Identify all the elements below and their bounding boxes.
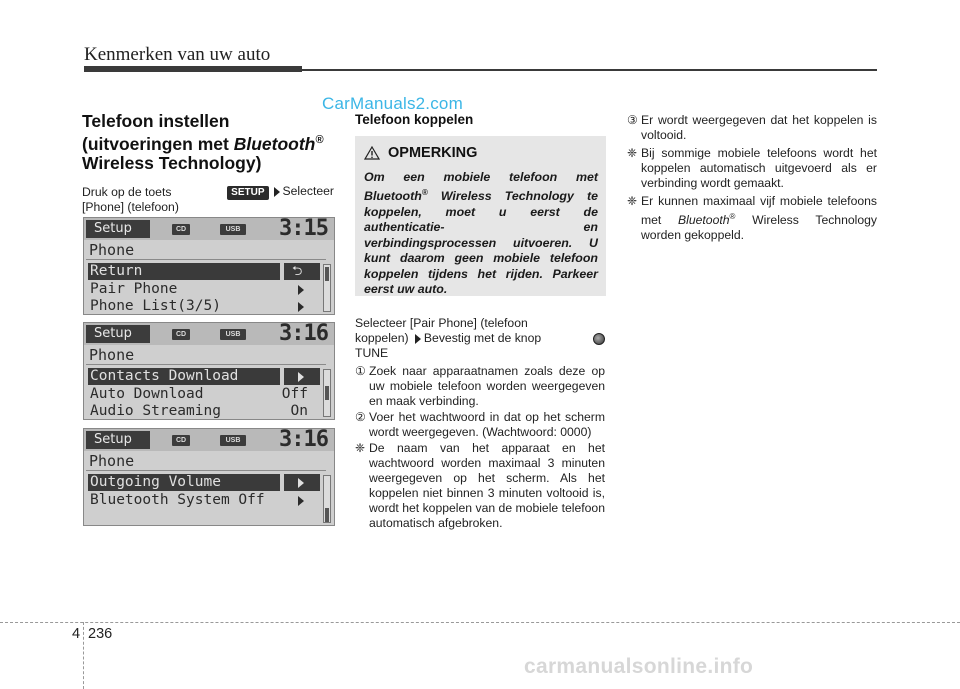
- note-1: [627, 146, 877, 191]
- heading-prefix: (uitvoeringen met: [82, 133, 234, 154]
- step-2-marker: ②: [355, 410, 366, 424]
- select-line-2a: koppelen): [355, 331, 409, 345]
- note-1-marker: ❈: [627, 146, 638, 160]
- note-box: [355, 136, 606, 296]
- heading-brand: Bluetooth: [233, 133, 316, 154]
- menu-item-auto-download[interactable]: [88, 386, 320, 403]
- phone-screen-3: [83, 428, 335, 526]
- heading-line-1: Telefoon instellen: [82, 111, 230, 131]
- chevron-right-icon: [298, 302, 304, 312]
- arrow-right-icon: [415, 334, 421, 344]
- note-2-marker: ❈: [627, 194, 638, 208]
- menu-item-pair-phone[interactable]: Pair Phone: [90, 281, 178, 297]
- footer-rule: [0, 622, 960, 623]
- pairing-steps: [355, 364, 605, 531]
- note-text: [364, 170, 598, 297]
- note-2-text-b: Wireless Technology worden gekoppeld.: [641, 213, 878, 243]
- audio-streaming-label: Audio Streaming: [90, 403, 221, 419]
- select-instructions: [355, 316, 605, 361]
- step-note-text: De naam van het apparaat en het wachtwoord worden maximaal 3 minuten weergegeven op het scherm. Als het koppelen niet binnen 3 minuten voltooid is, wordt het koppelen van de mobiele telefoon automatisch afgebroken.: [369, 441, 605, 530]
- note-2-reg: ®: [729, 212, 736, 221]
- heading-line-2: [82, 131, 342, 154]
- step-note-marker: ❈: [355, 441, 366, 455]
- watermark-carmanuals2: CarManuals2.com: [322, 94, 463, 113]
- clock: 3:16: [279, 428, 328, 452]
- step-1-marker: ①: [355, 364, 366, 378]
- phone-screen-2: [83, 322, 335, 420]
- select-line-2b: Bevestig met de knop: [423, 331, 542, 345]
- auto-download-label: Auto Download: [90, 386, 204, 402]
- header-bar: [84, 66, 302, 72]
- intro-line-2: [Phone] (telefoon): [82, 200, 179, 214]
- warning-icon: [364, 146, 380, 160]
- auto-download-value: Off: [281, 386, 308, 402]
- menu-item-contacts-download[interactable]: Contacts Download: [88, 368, 280, 385]
- note-2: [627, 194, 877, 243]
- scrollbar: [323, 475, 331, 523]
- menu-item-outgoing-volume[interactable]: Outgoing Volume: [88, 474, 280, 491]
- chevron-right-icon: [298, 372, 304, 382]
- setup-tab: Setup: [86, 220, 150, 238]
- select-line-1: Selecteer [Pair Phone] (telefoon: [355, 316, 528, 330]
- step-1: [355, 364, 605, 409]
- note-text-a: Om een mobiele telefoon met: [364, 170, 598, 184]
- section-heading: [82, 112, 342, 173]
- menu-item-bluetooth-system-off[interactable]: Bluetooth System Off: [90, 492, 265, 508]
- scroll-thumb: [325, 386, 329, 400]
- note-title: OPMERKING: [388, 145, 478, 161]
- note-2-text-a: Er kunnen maximaal vijf mobiele telefoons met: [641, 194, 877, 228]
- cd-icon: CD: [172, 329, 190, 340]
- setup-tab: Setup: [86, 431, 150, 449]
- intro-text: [82, 184, 334, 215]
- heading-line-3: Wireless Technology): [82, 152, 262, 173]
- watermark-carmanualsonline: carmanualsonline.info: [524, 655, 754, 678]
- note-1-text: Bij sommige mobiele telefoons wordt het koppelen automatisch uitgevoerd als er verbinding wordt gemaakt.: [641, 146, 877, 190]
- scrollbar: [323, 264, 331, 312]
- tune-knob-icon: [593, 333, 605, 345]
- select-line-2: [355, 331, 605, 346]
- step-note: [355, 441, 605, 531]
- chevron-right-icon: [298, 285, 304, 295]
- chevron-right-icon: [298, 478, 304, 488]
- usb-icon: USB: [220, 435, 246, 446]
- step-2-text: Voer het wachtwoord in dat op het scherm wordt weergegeven. (Wachtwoord: 0000): [369, 410, 605, 439]
- footer-divider: [83, 622, 84, 689]
- heading-reg: ®: [315, 134, 324, 146]
- cd-icon: CD: [172, 224, 190, 235]
- cd-icon: CD: [172, 435, 190, 446]
- running-header: Kenmerken van uw auto: [84, 44, 271, 65]
- note-brand: Bluetooth: [364, 189, 422, 204]
- note-2-brand: Bluetooth: [678, 213, 730, 228]
- intro-prefix: Druk op de toets: [82, 184, 172, 199]
- clock: 3:16: [279, 322, 328, 346]
- step-3-marker: ③: [627, 113, 638, 127]
- audio-streaming-value: On: [290, 403, 308, 419]
- usb-icon: USB: [220, 329, 246, 340]
- arrow-right-icon: [274, 187, 280, 197]
- pairing-heading: Telefoon koppelen: [355, 112, 474, 127]
- note-reg: ®: [421, 188, 428, 198]
- note-header: [364, 142, 598, 164]
- page-number: 236: [88, 626, 113, 642]
- note-2-text: [641, 194, 877, 243]
- header-rule: [302, 69, 877, 71]
- chevron-right-icon: [298, 496, 304, 506]
- screen-title: Phone: [89, 346, 135, 364]
- column-3: [627, 113, 877, 243]
- select-line-3: TUNE: [355, 346, 389, 360]
- step-2: [355, 410, 605, 440]
- setup-key-icon: SETUP: [227, 186, 268, 200]
- clock: 3:15: [279, 217, 328, 241]
- screen-rule: [86, 259, 326, 260]
- usb-icon: USB: [220, 224, 246, 235]
- screen-title: Phone: [89, 241, 135, 259]
- chapter-number: 4: [72, 626, 81, 642]
- intro-suffix: Selecteer: [282, 184, 334, 198]
- phone-screen-1: [83, 217, 335, 315]
- screen-rule: [86, 364, 326, 365]
- setup-tab: Setup: [86, 325, 150, 343]
- step-3: [627, 113, 877, 143]
- menu-item-return[interactable]: Return: [88, 263, 280, 280]
- return-icon: ⮌: [292, 264, 303, 279]
- scroll-thumb: [325, 508, 329, 522]
- step-1-text: Zoek naar apparaatnamen zoals deze op uw mobiele telefoon worden weergegeven en maak verbinding.: [369, 364, 605, 408]
- step-3-text: Er wordt weergegeven dat het koppelen is voltooid.: [641, 113, 877, 142]
- menu-item-phone-list[interactable]: Phone List(3/5): [90, 298, 221, 314]
- scrollbar: [323, 369, 331, 417]
- scroll-thumb: [325, 267, 329, 281]
- screen-rule: [86, 470, 326, 471]
- screen-title: Phone: [89, 452, 135, 470]
- menu-item-audio-streaming[interactable]: [88, 403, 320, 420]
- note-text-b: Wireless Technology te koppelen, moet u eerst de authenticatie- en verbindingsprocessen uitvoeren. U kunt daarom geen mobiele telefoon koppelen tijdens het rijden. Parkeer eerst uw auto.: [364, 189, 598, 296]
